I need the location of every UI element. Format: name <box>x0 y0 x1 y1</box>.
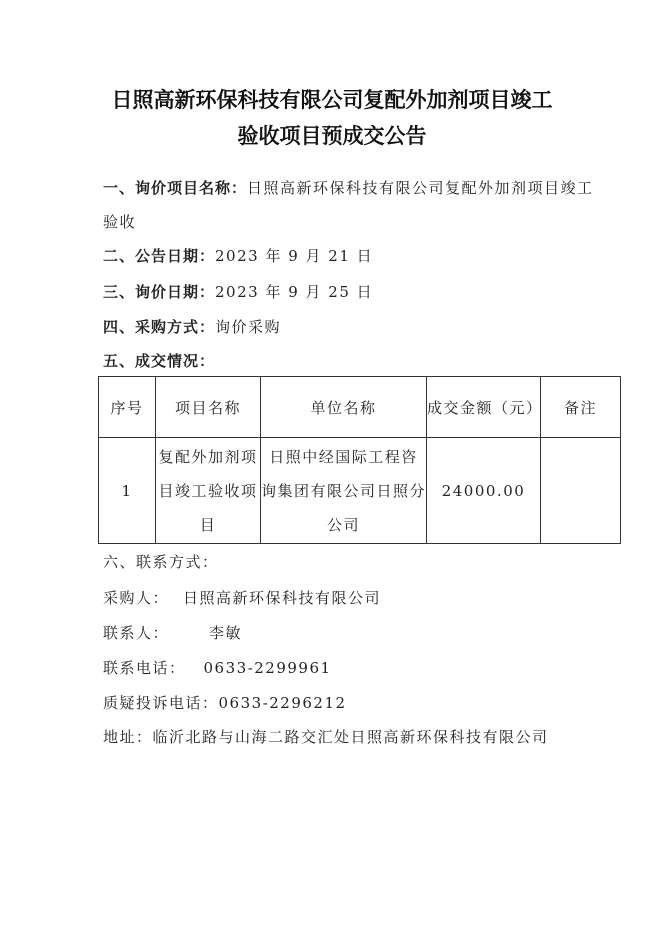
address-row <box>103 726 549 747</box>
purchase-method-row <box>103 316 281 337</box>
address-label: 地址： <box>103 728 153 746</box>
cell-project <box>156 438 261 544</box>
buyer-value: 日照高新环保科技有限公司 <box>183 589 382 607</box>
contact-person-value: 李敏 <box>209 624 243 642</box>
complaint-phone-label: 质疑投诉电话： <box>103 694 219 712</box>
project-name-continuation: 验收 <box>103 213 137 231</box>
purchase-method-label: 四、采购方式： <box>103 318 216 336</box>
contact-heading: 六、联系方式： <box>103 553 219 571</box>
contact-person-row <box>103 622 242 643</box>
cell-no: 1 <box>99 438 156 544</box>
phone-value: 0633-2299961 <box>203 659 332 677</box>
complaint-phone-row <box>103 692 347 713</box>
cell-project-line-2: 目竣工验收项 <box>158 481 258 500</box>
header-no: 序号 <box>99 377 156 438</box>
announce-date-label: 二、公告日期： <box>103 247 216 265</box>
phone-row <box>103 657 332 678</box>
project-name-row <box>103 177 594 198</box>
address-value: 临沂北路与山海二路交汇处日照高新环保科技有限公司 <box>152 728 549 746</box>
announce-date-value: 2023 年 9 月 21 日 <box>215 247 374 265</box>
inquiry-date-value: 2023 年 9 月 25 日 <box>215 283 374 301</box>
cell-unit-line-1: 日照中经国际工程咨 <box>269 447 418 466</box>
cell-remark <box>541 438 621 544</box>
result-table <box>98 376 621 544</box>
inquiry-date-row <box>103 281 373 302</box>
result-heading <box>103 350 215 371</box>
buyer-label: 采购人： <box>103 589 170 607</box>
cell-unit <box>261 438 427 544</box>
table-header-row <box>99 377 621 438</box>
cell-project-line-3: 目 <box>199 515 217 534</box>
table-row <box>99 438 621 544</box>
purchase-method-value: 询价采购 <box>215 318 282 336</box>
cell-unit-line-2: 询集团有限公司日照分 <box>261 481 427 500</box>
header-amount: 成交金额（元） <box>427 377 541 438</box>
cell-amount: 24000.00 <box>427 438 541 544</box>
cell-unit-line-3: 公司 <box>326 515 360 534</box>
contact-person-label: 联系人： <box>103 624 170 642</box>
result-heading-label: 五、成交情况： <box>103 352 216 370</box>
header-project: 项目名称 <box>156 377 261 438</box>
project-name-value: 日照高新环保科技有限公司复配外加剂项目竣工 <box>247 179 594 197</box>
inquiry-date-label: 三、询价日期： <box>103 283 216 301</box>
announce-date-row <box>103 245 373 266</box>
document-title-line-1: 日照高新环保科技有限公司复配外加剂项目竣工 <box>111 87 553 112</box>
header-remark: 备注 <box>541 377 621 438</box>
document-title-line-2: 验收项目预成交公告 <box>237 123 427 148</box>
project-name-label: 一、询价项目名称： <box>103 179 248 197</box>
phone-label: 联系电话： <box>103 659 186 677</box>
header-unit: 单位名称 <box>261 377 427 438</box>
buyer-row <box>103 587 381 608</box>
cell-project-line-1: 复配外加剂项 <box>158 447 258 466</box>
complaint-phone-value: 0633-2296212 <box>218 694 347 712</box>
